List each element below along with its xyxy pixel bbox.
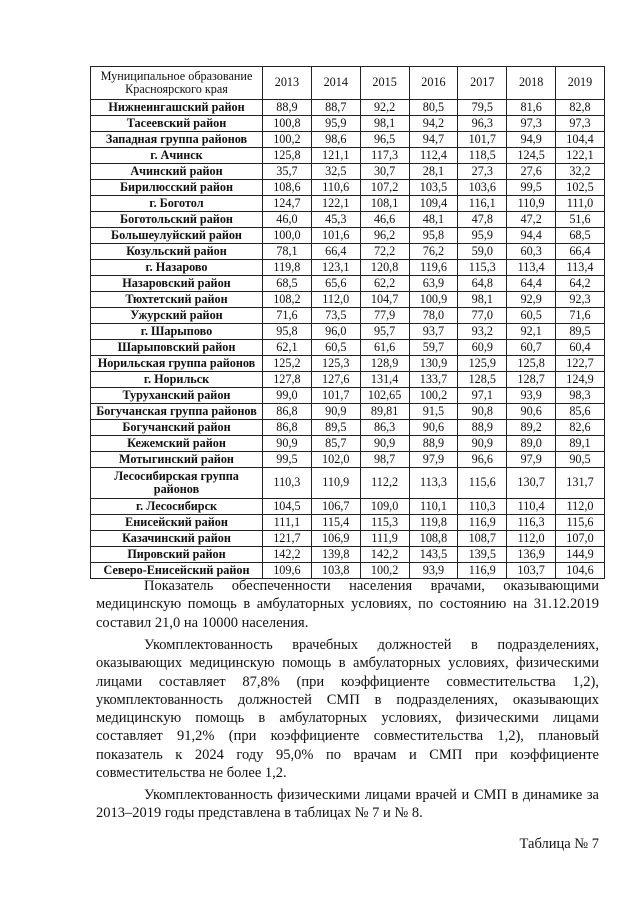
value-cell: 139,5 (458, 547, 507, 563)
table-caption: Таблица № 7 (519, 836, 599, 852)
value-cell: 136,9 (507, 547, 556, 563)
value-cell: 82,6 (556, 420, 605, 436)
value-cell: 128,5 (458, 372, 507, 388)
value-cell: 47,8 (458, 212, 507, 228)
value-cell: 101,7 (458, 132, 507, 148)
value-cell: 122,1 (556, 148, 605, 164)
value-cell: 107,0 (556, 531, 605, 547)
value-cell: 97,9 (409, 452, 458, 468)
value-cell: 62,1 (263, 340, 312, 356)
value-cell: 90,5 (556, 452, 605, 468)
value-cell: 98,1 (360, 116, 409, 132)
value-cell: 125,9 (458, 356, 507, 372)
value-cell: 131,7 (556, 468, 605, 499)
value-cell: 104,5 (263, 499, 312, 515)
row-municipality: г. Шарыпово (91, 324, 263, 340)
value-cell: 112,4 (409, 148, 458, 164)
value-cell: 102,5 (556, 180, 605, 196)
value-cell: 121,1 (311, 148, 360, 164)
header-year: 2017 (458, 67, 507, 100)
value-cell: 100,2 (263, 132, 312, 148)
value-cell: 99,0 (263, 388, 312, 404)
table-row (91, 308, 605, 324)
value-cell: 100,2 (409, 388, 458, 404)
value-cell: 111,1 (263, 515, 312, 531)
value-cell: 27,3 (458, 164, 507, 180)
paragraph-staffing-level: Укомплектованность врачебных должностей в подразделениях, оказывающих медицинскую помощь в амбулаторных условиях, физическими лицами составляет 87,8% (при коэффициенте совместительства 1,2), укомплектованность должностей СМП в подразделениях, оказывающих медицинскую помощь в амбулаторных условиях, физическими лицами составляет 91,2% (при коэффициенте совместительства 1,2), плановый показатель к 2024 году 95,0% по врачам и СМП при коэффициенте совместительства не более 1,2. (96, 637, 599, 782)
value-cell: 125,2 (263, 356, 312, 372)
table-row (91, 132, 605, 148)
value-cell: 103,7 (507, 563, 556, 579)
value-cell: 110,9 (507, 196, 556, 212)
value-cell: 93,7 (409, 324, 458, 340)
header-year: 2018 (507, 67, 556, 100)
value-cell: 46,0 (263, 212, 312, 228)
row-municipality: г. Назарово (91, 260, 263, 276)
value-cell: 110,4 (507, 499, 556, 515)
value-cell: 85,6 (556, 404, 605, 420)
table-row (91, 276, 605, 292)
value-cell: 96,6 (458, 452, 507, 468)
value-cell: 48,1 (409, 212, 458, 228)
value-cell: 110,3 (458, 499, 507, 515)
value-cell: 95,7 (360, 324, 409, 340)
value-cell: 104,7 (360, 292, 409, 308)
value-cell: 95,8 (409, 228, 458, 244)
value-cell: 77,9 (360, 308, 409, 324)
value-cell: 93,2 (458, 324, 507, 340)
value-cell: 99,5 (263, 452, 312, 468)
row-municipality: Пировский район (91, 547, 263, 563)
value-cell: 94,9 (507, 132, 556, 148)
value-cell: 108,6 (263, 180, 312, 196)
value-cell: 96,0 (311, 324, 360, 340)
value-cell: 96,3 (458, 116, 507, 132)
value-cell: 109,6 (263, 563, 312, 579)
value-cell: 89,5 (311, 420, 360, 436)
value-cell: 90,9 (311, 404, 360, 420)
table-row (91, 228, 605, 244)
value-cell: 60,3 (507, 244, 556, 260)
row-municipality: Ужурский район (91, 308, 263, 324)
value-cell: 100,8 (263, 116, 312, 132)
value-cell: 93,9 (507, 388, 556, 404)
header-year: 2014 (311, 67, 360, 100)
table-row (91, 100, 605, 116)
value-cell: 71,6 (263, 308, 312, 324)
value-cell: 98,1 (458, 292, 507, 308)
value-cell: 112,2 (360, 468, 409, 499)
value-cell: 96,5 (360, 132, 409, 148)
row-municipality: Лесосибирская группа районов (91, 468, 263, 499)
row-municipality: Боготольский район (91, 212, 263, 228)
table-row (91, 212, 605, 228)
value-cell: 101,6 (311, 228, 360, 244)
value-cell: 109,0 (360, 499, 409, 515)
value-cell: 79,5 (458, 100, 507, 116)
value-cell: 89,81 (360, 404, 409, 420)
value-cell: 120,8 (360, 260, 409, 276)
table-row (91, 148, 605, 164)
value-cell: 109,4 (409, 196, 458, 212)
value-cell: 110,6 (311, 180, 360, 196)
value-cell: 125,8 (263, 148, 312, 164)
value-cell: 127,8 (263, 372, 312, 388)
value-cell: 35,7 (263, 164, 312, 180)
value-cell: 97,3 (556, 116, 605, 132)
value-cell: 64,4 (507, 276, 556, 292)
value-cell: 96,2 (360, 228, 409, 244)
value-cell: 32,5 (311, 164, 360, 180)
header-year: 2019 (556, 67, 605, 100)
value-cell: 92,2 (360, 100, 409, 116)
value-cell: 90,6 (507, 404, 556, 420)
value-cell: 59,7 (409, 340, 458, 356)
value-cell: 60,7 (507, 340, 556, 356)
row-municipality: Богучанский район (91, 420, 263, 436)
value-cell: 77,0 (458, 308, 507, 324)
value-cell: 116,1 (458, 196, 507, 212)
value-cell: 122,7 (556, 356, 605, 372)
value-cell: 60,5 (311, 340, 360, 356)
row-municipality: Западная группа районов (91, 132, 263, 148)
value-cell: 90,8 (458, 404, 507, 420)
value-cell: 128,7 (507, 372, 556, 388)
value-cell: 112,0 (311, 292, 360, 308)
table-row (91, 531, 605, 547)
value-cell: 127,6 (311, 372, 360, 388)
row-municipality: Кежемский район (91, 436, 263, 452)
value-cell: 100,2 (360, 563, 409, 579)
value-cell: 64,8 (458, 276, 507, 292)
value-cell: 81,6 (507, 100, 556, 116)
value-cell: 113,4 (507, 260, 556, 276)
value-cell: 103,5 (409, 180, 458, 196)
value-cell: 118,5 (458, 148, 507, 164)
value-cell: 66,4 (311, 244, 360, 260)
value-cell: 28,1 (409, 164, 458, 180)
value-cell: 115,6 (556, 515, 605, 531)
value-cell: 110,1 (409, 499, 458, 515)
header-year: 2013 (263, 67, 312, 100)
value-cell: 104,4 (556, 132, 605, 148)
row-municipality: Енисейский район (91, 515, 263, 531)
value-cell: 62,2 (360, 276, 409, 292)
value-cell: 116,3 (507, 515, 556, 531)
value-cell: 102,0 (311, 452, 360, 468)
table-row (91, 292, 605, 308)
row-municipality: Туруханский район (91, 388, 263, 404)
row-municipality: Мотыгинский район (91, 452, 263, 468)
value-cell: 32,2 (556, 164, 605, 180)
table-header (91, 67, 605, 100)
value-cell: 101,7 (311, 388, 360, 404)
table-row (91, 388, 605, 404)
table-row (91, 468, 605, 499)
value-cell: 111,0 (556, 196, 605, 212)
row-municipality: Казачинский район (91, 531, 263, 547)
value-cell: 108,1 (360, 196, 409, 212)
value-cell: 82,8 (556, 100, 605, 116)
value-cell: 124,7 (263, 196, 312, 212)
value-cell: 124,5 (507, 148, 556, 164)
table-row (91, 372, 605, 388)
value-cell: 108,8 (409, 531, 458, 547)
table-row (91, 244, 605, 260)
table-row (91, 356, 605, 372)
table-row (91, 180, 605, 196)
value-cell: 86,8 (263, 420, 312, 436)
value-cell: 80,5 (409, 100, 458, 116)
value-cell: 125,8 (507, 356, 556, 372)
value-cell: 72,2 (360, 244, 409, 260)
header-year: 2015 (360, 67, 409, 100)
value-cell: 92,3 (556, 292, 605, 308)
value-cell: 97,1 (458, 388, 507, 404)
table-row (91, 420, 605, 436)
value-cell: 113,4 (556, 260, 605, 276)
value-cell: 47,2 (507, 212, 556, 228)
value-cell: 95,9 (458, 228, 507, 244)
value-cell: 90,9 (360, 436, 409, 452)
value-cell: 88,9 (409, 436, 458, 452)
value-cell: 90,9 (263, 436, 312, 452)
value-cell: 92,1 (507, 324, 556, 340)
value-cell: 68,5 (263, 276, 312, 292)
row-municipality: Бирилюсский район (91, 180, 263, 196)
table-row (91, 436, 605, 452)
value-cell: 64,2 (556, 276, 605, 292)
value-cell: 106,7 (311, 499, 360, 515)
value-cell: 131,4 (360, 372, 409, 388)
data-table (90, 66, 605, 579)
value-cell: 107,2 (360, 180, 409, 196)
value-cell: 30,7 (360, 164, 409, 180)
table-row (91, 499, 605, 515)
value-cell: 144,9 (556, 547, 605, 563)
row-municipality: Шарыповский район (91, 340, 263, 356)
value-cell: 123,1 (311, 260, 360, 276)
row-municipality: Козульский район (91, 244, 263, 260)
row-municipality: г. Ачинск (91, 148, 263, 164)
value-cell: 106,9 (311, 531, 360, 547)
value-cell: 143,5 (409, 547, 458, 563)
table-row (91, 116, 605, 132)
value-cell: 133,7 (409, 372, 458, 388)
value-cell: 116,9 (458, 563, 507, 579)
value-cell: 142,2 (360, 547, 409, 563)
value-cell: 68,5 (556, 228, 605, 244)
value-cell: 121,7 (263, 531, 312, 547)
value-cell: 95,9 (311, 116, 360, 132)
value-cell: 98,7 (360, 452, 409, 468)
row-municipality: Ачинский район (91, 164, 263, 180)
value-cell: 116,9 (458, 515, 507, 531)
row-municipality: Большеулуйский район (91, 228, 263, 244)
value-cell: 63,9 (409, 276, 458, 292)
value-cell: 60,5 (507, 308, 556, 324)
value-cell: 142,2 (263, 547, 312, 563)
row-municipality: г. Норильск (91, 372, 263, 388)
header-year: 2016 (409, 67, 458, 100)
row-municipality: г. Лесосибирск (91, 499, 263, 515)
value-cell: 113,3 (409, 468, 458, 499)
row-municipality: Норильская группа районов (91, 356, 263, 372)
value-cell: 130,9 (409, 356, 458, 372)
row-municipality: Нижнеингашский район (91, 100, 263, 116)
value-cell: 128,9 (360, 356, 409, 372)
row-municipality: Богучанская группа районов (91, 404, 263, 420)
value-cell: 112,0 (507, 531, 556, 547)
value-cell: 102,65 (360, 388, 409, 404)
paragraph-doctors-provision: Показатель обеспеченности населения врачами, оказывающими медицинскую помощь в амбулаторных условиях, по состоянию на 31.12.2019 составил 21,0 на 10000 населения. (96, 578, 599, 631)
value-cell: 108,2 (263, 292, 312, 308)
value-cell: 78,0 (409, 308, 458, 324)
value-cell: 98,6 (311, 132, 360, 148)
value-cell: 78,1 (263, 244, 312, 260)
value-cell: 66,4 (556, 244, 605, 260)
value-cell: 112,0 (556, 499, 605, 515)
value-cell: 111,9 (360, 531, 409, 547)
paragraph-dynamics-reference: Укомплектованность физическими лицами врачей и СМП в динамике за 2013–2019 годы представлена в таблицах № 7 и № 8. (96, 787, 599, 822)
value-cell: 98,3 (556, 388, 605, 404)
value-cell: 115,3 (360, 515, 409, 531)
value-cell: 100,0 (263, 228, 312, 244)
value-cell: 119,8 (409, 515, 458, 531)
value-cell: 95,8 (263, 324, 312, 340)
table-row (91, 404, 605, 420)
value-cell: 90,9 (458, 436, 507, 452)
value-cell: 89,2 (507, 420, 556, 436)
value-cell: 103,6 (458, 180, 507, 196)
value-cell: 130,7 (507, 468, 556, 499)
value-cell: 115,4 (311, 515, 360, 531)
value-cell: 85,7 (311, 436, 360, 452)
value-cell: 119,6 (409, 260, 458, 276)
value-cell: 122,1 (311, 196, 360, 212)
table-row (91, 515, 605, 531)
value-cell: 115,3 (458, 260, 507, 276)
value-cell: 86,3 (360, 420, 409, 436)
value-cell: 104,6 (556, 563, 605, 579)
value-cell: 59,0 (458, 244, 507, 260)
value-cell: 88,9 (458, 420, 507, 436)
header-municipality: Муниципальное образование Красноярского края (91, 67, 263, 100)
value-cell: 88,7 (311, 100, 360, 116)
value-cell: 93,9 (409, 563, 458, 579)
table-row (91, 324, 605, 340)
value-cell: 92,9 (507, 292, 556, 308)
row-municipality: Тюхтетский район (91, 292, 263, 308)
value-cell: 108,7 (458, 531, 507, 547)
row-municipality: Тасеевский район (91, 116, 263, 132)
value-cell: 119,8 (263, 260, 312, 276)
value-cell: 94,7 (409, 132, 458, 148)
value-cell: 89,1 (556, 436, 605, 452)
value-cell: 60,9 (458, 340, 507, 356)
value-cell: 100,9 (409, 292, 458, 308)
value-cell: 88,9 (263, 100, 312, 116)
value-cell: 27,6 (507, 164, 556, 180)
value-cell: 89,5 (556, 324, 605, 340)
value-cell: 46,6 (360, 212, 409, 228)
value-cell: 65,6 (311, 276, 360, 292)
value-cell: 73,5 (311, 308, 360, 324)
value-cell: 124,9 (556, 372, 605, 388)
value-cell: 97,9 (507, 452, 556, 468)
table-row (91, 340, 605, 356)
value-cell: 139,8 (311, 547, 360, 563)
value-cell: 117,3 (360, 148, 409, 164)
value-cell: 45,3 (311, 212, 360, 228)
table-body (91, 100, 605, 579)
value-cell: 61,6 (360, 340, 409, 356)
row-municipality: Северо-Енисейский район (91, 563, 263, 579)
value-cell: 125,3 (311, 356, 360, 372)
table-row (91, 260, 605, 276)
value-cell: 94,4 (507, 228, 556, 244)
value-cell: 103,8 (311, 563, 360, 579)
value-cell: 51,6 (556, 212, 605, 228)
value-cell: 110,3 (263, 468, 312, 499)
value-cell: 94,2 (409, 116, 458, 132)
value-cell: 90,6 (409, 420, 458, 436)
value-cell: 60,4 (556, 340, 605, 356)
value-cell: 110,9 (311, 468, 360, 499)
value-cell: 86,8 (263, 404, 312, 420)
value-cell: 76,2 (409, 244, 458, 260)
row-municipality: г. Боготол (91, 196, 263, 212)
table-row (91, 164, 605, 180)
value-cell: 97,3 (507, 116, 556, 132)
value-cell: 91,5 (409, 404, 458, 420)
table-row (91, 547, 605, 563)
table-row (91, 196, 605, 212)
row-municipality: Назаровский район (91, 276, 263, 292)
value-cell: 115,6 (458, 468, 507, 499)
table-row (91, 452, 605, 468)
value-cell: 71,6 (556, 308, 605, 324)
value-cell: 99,5 (507, 180, 556, 196)
value-cell: 89,0 (507, 436, 556, 452)
